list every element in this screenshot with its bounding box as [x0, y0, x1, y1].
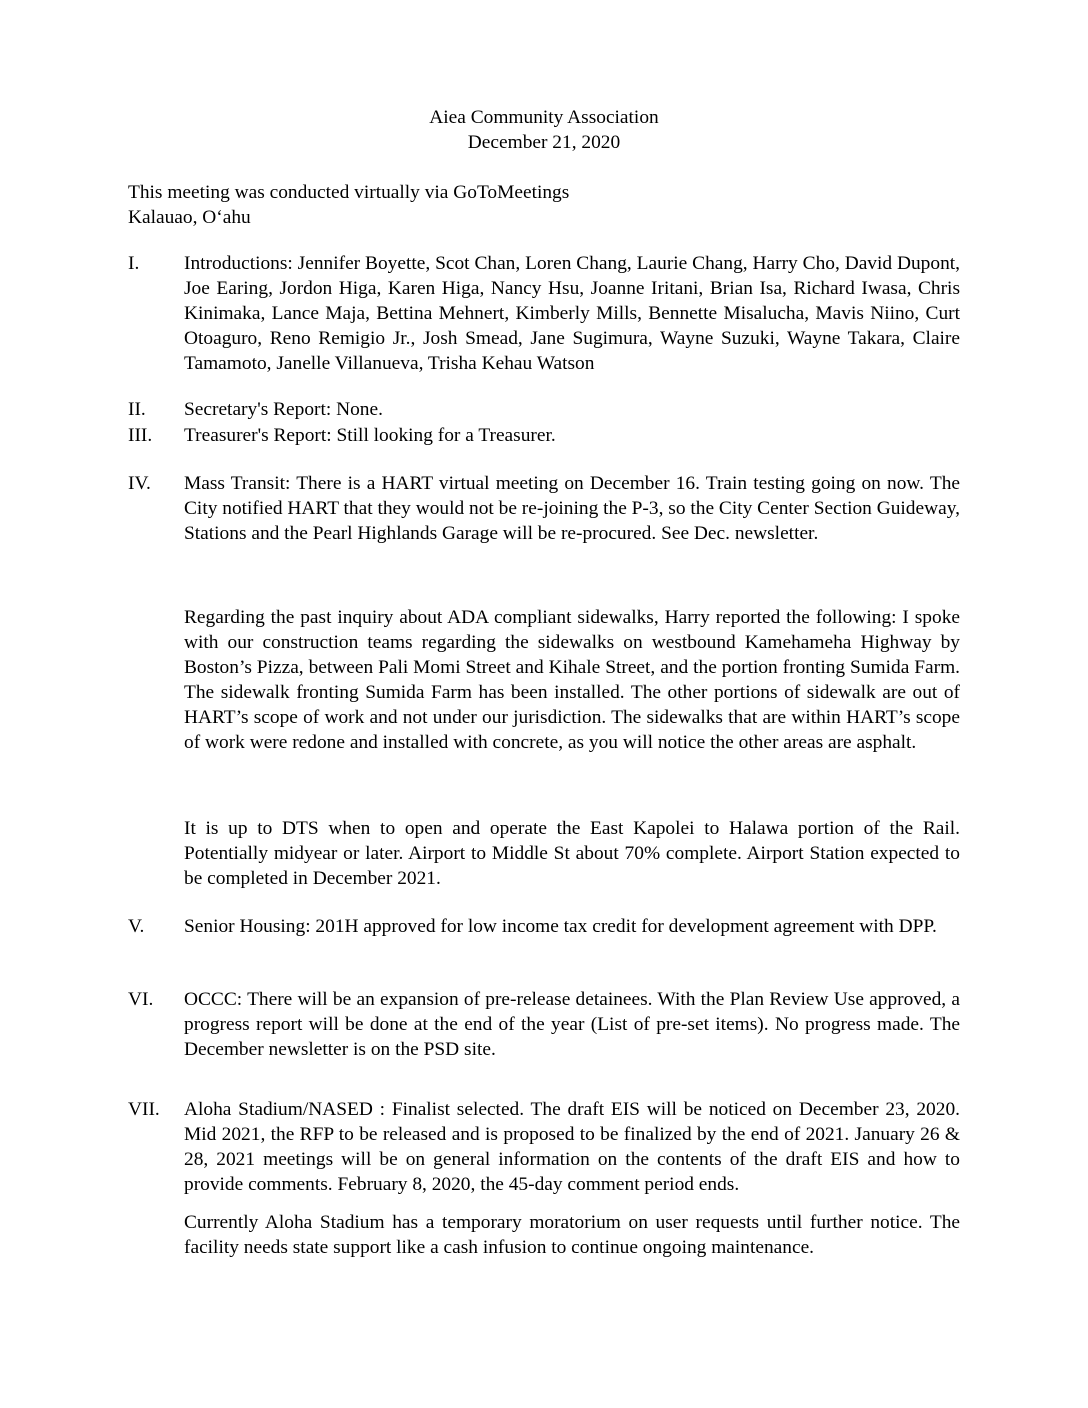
item-number: II. [128, 399, 146, 420]
item-number: VI. [128, 989, 154, 1010]
meeting-location-line: Kalauao, O‘ahu [128, 207, 251, 228]
item-text: Aloha Stadium/NASED : Finalist selected. The draft EIS will be noticed on December 23, 2020. Mid 2021, the RFP to be released and is proposed to be finalized by the end of 2021. January 26 & 28, 2021 meetings will be on general information on the contents of the draft EIS and how to provide comments. February 8, 2020, the 45-day comment period ends. [184, 1099, 960, 1195]
item-text: Mass Transit: There is a HART virtual meeting on December 16. Train testing going on now. The City notified HART that they would not be re-joining the P-3, so the City Center Section Guideway, Stations and the Pearl Highlands Garage will be re-procured. See Dec. newsletter. [184, 473, 960, 544]
item-number: VII. [128, 1099, 160, 1120]
organization-title: Aiea Community Association [429, 107, 659, 128]
document-header [0, 105, 1088, 155]
item-text: Senior Housing: 201H approved for low income tax credit for development agreement with DPP. [184, 916, 937, 937]
item-number: IV. [128, 473, 151, 494]
item-text: Treasurer's Report: Still looking for a Treasurer. [184, 425, 556, 446]
item-number: V. [128, 916, 145, 937]
aloha-stadium-moratorium-paragraph: Currently Aloha Stadium has a temporary moratorium on user requests until further notice. The facility needs state support like a cash infusion to continue ongoing maintenance. [184, 1212, 960, 1258]
mass-transit-sidewalk-paragraph: Regarding the past inquiry about ADA compliant sidewalks, Harry reported the following: I spoke with our construction teams regarding the sidewalks on westbound Kamehameha Highway by Boston’s Pizza, between Pali Momi Street and Kihale Street, and the portion fronting Sumida Farm. The sidewalk fronting Sumida Farm has been installed. The other portions of sidewalk are out of HART’s scope of work and not under our jurisdiction. The sidewalks that are within HART’s scope of work were redone and installed with concrete, as you will notice the other areas are asphalt. [184, 607, 960, 753]
item-text: Secretary's Report: None. [184, 399, 383, 420]
item-number: III. [128, 425, 153, 446]
item-text: Introductions: Jennifer Boyette, Scot Chan, Loren Chang, Laurie Chang, Harry Cho, David Dupont, Joe Earing, Jordon Higa, Karen Higa, Nancy Hsu, Joanne Iritani, Brian Isa, Richard Iwasa, Chris Kinimaka, Lance Maja, Bettina Mehnert, Kimberly Mills, Bennette Misalucha, Mavis Niino, Curt Otoaguro, Reno Remigio Jr., Josh Smead, Jane Sugimura, Wayne Suzuki, Wayne Takara, Claire Tamamoto, Janelle Villanueva, Trisha Kehau Watson [184, 253, 960, 374]
meeting-info [128, 180, 968, 230]
item-number: I. [128, 253, 140, 274]
mass-transit-rail-schedule-paragraph: It is up to DTS when to open and operate the East Kapolei to Halawa portion of the Rail. Potentially midyear or later. Airport to Middle St about 70% complete. Airport Station expected to be completed in December 2021. [184, 818, 960, 889]
item-text: OCCC: There will be an expansion of pre-release detainees. With the Plan Review Use approved, a progress report will be done at the end of the year (List of pre-set items). No progress made. The December newsletter is on the PSD site. [184, 989, 960, 1060]
meeting-format-line: This meeting was conducted virtually via GoToMeetings [128, 182, 570, 203]
meeting-date: December 21, 2020 [467, 132, 621, 153]
